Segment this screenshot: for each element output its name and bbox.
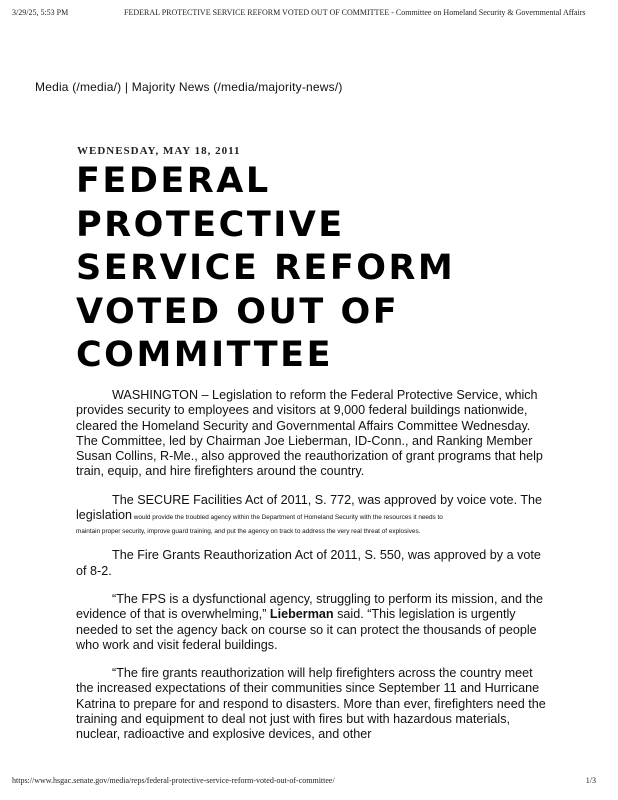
paragraph-quote-fire-grants: “The fire grants reauthorization will help firefighters across the country meet the increased expectations of their communities since September 11 and Hurricane Katrina to prepare for and respond to disasters. More than ever, firefighters need the training and equipment to deal not just with fires but with hazardous materials, nuclear, radioactive and explosive devices, and other (76, 666, 546, 742)
print-page-title: FEDERAL PROTECTIVE SERVICE REFORM VOTED OUT OF COMMITTEE - Committee on Homeland Security & Governmental Affairs (124, 8, 586, 17)
article-title (76, 160, 596, 378)
quote-text: “The FPS is a dysfunctional agency, struggling to perform its mission, and the evidence of that is overwhelming,” (76, 591, 543, 622)
paragraph-intro: WASHINGTON – Legislation to reform the Federal Protective Service, which provides security to employees and visitors at 9,000 federal buildings nationwide, cleared the Homeland Security and Governmental Affairs Committee Wednesday. The Committee, led by Chairman Joe Lieberman, ID-Conn., and Ranking Member Susan Collins, R-Me., also approved the reauthorization of grant programs that help train, equip, and hire firefighters around the country. (76, 388, 543, 479)
print-timestamp: 3/29/25, 5:53 PM (12, 8, 69, 17)
breadcrumb-separator: | (124, 80, 129, 94)
paragraph-small-text: would provide the troubled agency within the Department of Homeland Security with the resources it needs to (132, 514, 443, 522)
title-line: FEDERAL (76, 161, 271, 201)
breadcrumb (35, 80, 343, 94)
article-date: WEDNESDAY, MAY 18, 2011 (77, 145, 241, 157)
title-line: SERVICE REFORM (76, 248, 456, 288)
article-body (76, 388, 546, 756)
paragraph-text: The SECURE Facilities Act of 2011, S. 772, was approved by voice vote. The legislation (76, 492, 543, 523)
title-line: PROTECTIVE (76, 204, 345, 245)
paragraph-fire-grants: The Fire Grants Reauthorization Act of 2011, S. 550, was approved by a vote of 8-2. (76, 548, 541, 578)
title-line: VOTED OUT OF (76, 291, 400, 332)
quote-text-continued: said. “This legislation is urgently needed to set the agency back on course so it can protect the thousands of people who work and visit federal buildings. (76, 607, 537, 652)
paragraph-secure-act (76, 493, 546, 537)
print-page-number: 1/3 (585, 776, 596, 785)
breadcrumb-link-media[interactable]: Media (/media/) (35, 80, 122, 94)
title-line: COMMITTEE (76, 335, 333, 375)
breadcrumb-link-majority-news[interactable]: Majority News (/media/majority-news/) (131, 80, 343, 94)
print-footer (12, 776, 606, 785)
paragraph-small-text-continued: maintain proper security, improve guard training, and put the agency on track to address the very real threat of explosives. (76, 528, 421, 536)
paragraph-quote-fps (76, 592, 546, 653)
speaker-name: Lieberman (269, 607, 334, 622)
print-url: https://www.hsgac.senate.gov/media/reps/federal-protective-service-reform-voted-out-of-committee/ (12, 776, 335, 785)
